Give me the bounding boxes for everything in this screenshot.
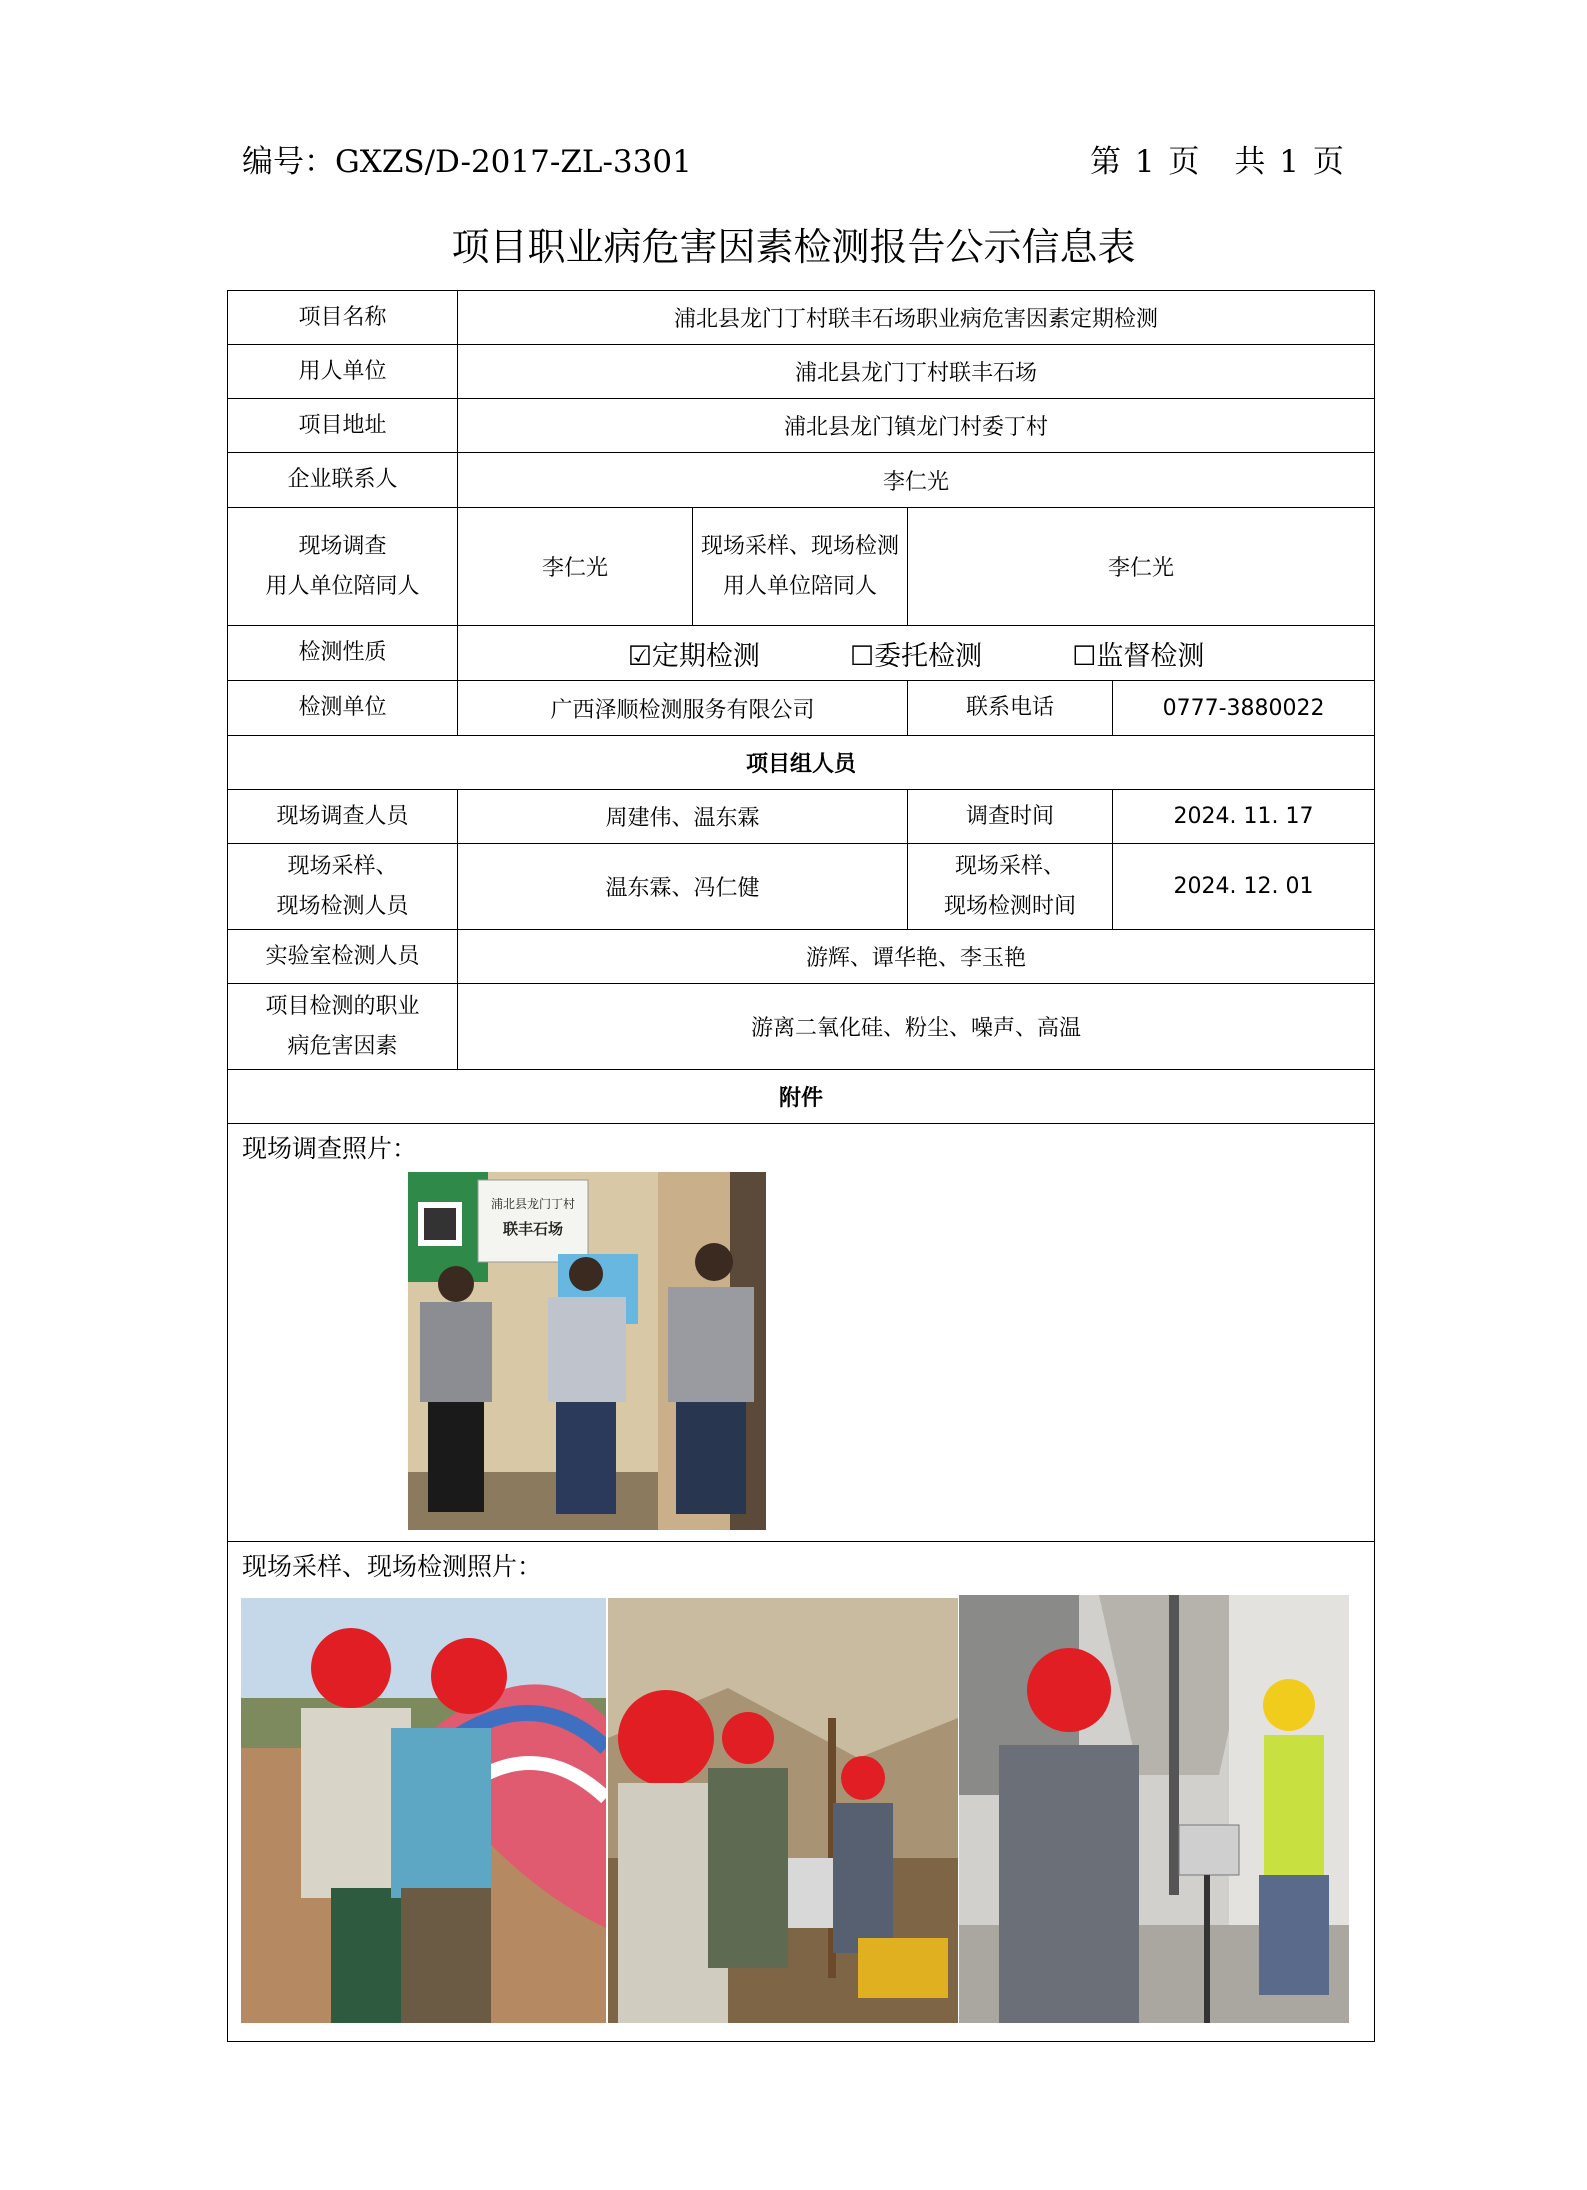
sampling-escort: 李仁光	[908, 508, 1375, 626]
nature-option-periodic: ☑定期检测	[627, 640, 760, 672]
nature-options	[458, 626, 1375, 681]
samplers-label-line2: 现场检测人员	[276, 893, 409, 919]
samplers-label	[228, 844, 458, 930]
document-number: 编号：GXZS/D-2017-ZL-3301	[242, 144, 692, 180]
survey-photo	[408, 1172, 766, 1530]
page-title: 项目职业病危害因素检测报告公示信息表	[451, 225, 1136, 269]
page-info: 第 1 页 共 1 页	[1090, 144, 1346, 180]
survey-photos-label: 现场调查照片：	[242, 1134, 418, 1163]
sign-text-line2: 联丰石场	[502, 1220, 564, 1238]
nature-option-supervision: ☐监督检测	[1072, 640, 1205, 672]
sampling-time: 2024. 12. 01	[1113, 844, 1375, 930]
attachment-section-heading: 附件	[228, 1070, 1375, 1124]
contact-label: 企业联系人	[228, 453, 458, 508]
nature-label: 检测性质	[228, 626, 458, 681]
sampling-escort-label-line1: 现场采样、现场检测	[700, 533, 899, 559]
address: 浦北县龙门镇龙门村委丁村	[458, 399, 1375, 453]
sampling-photo-3	[959, 1595, 1349, 2023]
survey-time: 2024. 11. 17	[1113, 790, 1375, 844]
survey-escort-label-line1: 现场调查	[298, 533, 387, 559]
samplers-label-line1: 现场采样、	[287, 853, 398, 879]
sampling-photos-label: 现场采样、现场检测照片：	[242, 1552, 543, 1581]
address-label: 项目地址	[228, 399, 458, 453]
sampling-photo-2	[608, 1598, 958, 2023]
survey-escort: 李仁光	[458, 508, 693, 626]
sampling-escort-label-line2: 用人单位陪同人	[722, 573, 877, 599]
unit-label: 检测单位	[228, 681, 458, 736]
survey-escort-label	[228, 508, 458, 626]
employer-label: 用人单位	[228, 345, 458, 399]
sampling-escort-label	[693, 508, 908, 626]
sampling-time-label-line1: 现场采样、	[954, 853, 1065, 879]
surveyors: 周建伟、温东霖	[458, 790, 908, 844]
survey-escort-label-line2: 用人单位陪同人	[265, 573, 420, 599]
sampling-time-label	[908, 844, 1113, 930]
lab-label: 实验室检测人员	[228, 930, 458, 984]
project-name: 浦北县龙门丁村联丰石场职业病危害因素定期检测	[458, 291, 1375, 345]
hazards-label	[228, 984, 458, 1070]
sampling-photo-1	[241, 1598, 606, 2023]
samplers: 温东霖、冯仁健	[458, 844, 908, 930]
contact: 李仁光	[458, 453, 1375, 508]
info-table	[227, 290, 1375, 2042]
hazards: 游离二氧化硅、粉尘、噪声、高温	[458, 984, 1375, 1070]
testing-unit: 广西泽顺检测服务有限公司	[458, 681, 908, 736]
surveyors-label: 现场调查人员	[228, 790, 458, 844]
survey-time-label: 调查时间	[908, 790, 1113, 844]
sampling-photos-cell	[228, 1542, 1375, 2042]
employer: 浦北县龙门丁村联丰石场	[458, 345, 1375, 399]
lab-staff: 游辉、谭华艳、李玉艳	[458, 930, 1375, 984]
phone-label: 联系电话	[908, 681, 1113, 736]
hazards-label-line1: 项目检测的职业	[265, 993, 420, 1019]
project-name-label: 项目名称	[228, 291, 458, 345]
hazards-label-line2: 病危害因素	[287, 1033, 398, 1059]
team-section-heading: 项目组人员	[228, 736, 1375, 790]
survey-photos-cell	[228, 1124, 1375, 1542]
phone: 0777-3880022	[1113, 681, 1375, 736]
sign-text-line1: 浦北县龙门丁村	[490, 1197, 576, 1211]
sampling-time-label-line2: 现场检测时间	[943, 893, 1076, 919]
nature-option-entrusted: ☐委托检测	[849, 640, 983, 672]
